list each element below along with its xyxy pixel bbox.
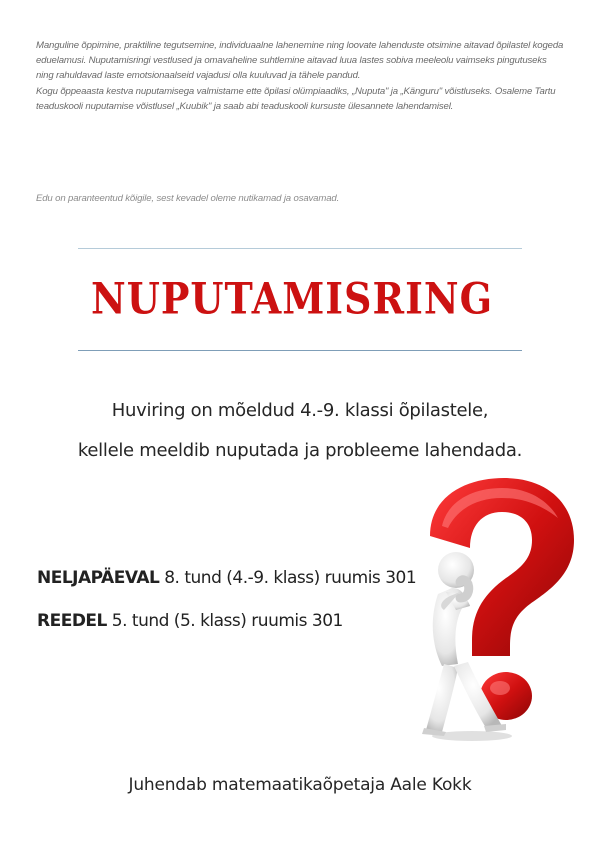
- schedule-day: NELJAPÄEVAL: [37, 568, 160, 588]
- top-divider: [78, 248, 522, 249]
- schedule-day: REEDEL: [37, 611, 107, 631]
- description-line-1: Huviring on mõeldud 4.-9. klassi õpilastele,: [111, 400, 489, 421]
- page-title: NUPUTAMISRING: [90, 273, 494, 324]
- instructor-line: Juhendab matemaatikaõpetaja Aale Kokk: [128, 775, 472, 795]
- schedule-details: 5. tund (5. klass) ruumis 301: [106, 611, 343, 631]
- question-mark-thinking-figure: [408, 474, 578, 744]
- schedule-details: 8. tund (4.-9. klass) ruumis 301: [159, 568, 417, 588]
- outro-text: Edu on paranteentud kõigile, sest kevadel oleme nutikamad ja osavamad.: [36, 193, 340, 204]
- intro-paragraph-2: Kogu õppeaasta kestva nuputamisega valmistame ette õpilasi olümpiaadiks, „Nuputa" ja „Känguru" võistluseks. Osaleme Tartu teaduskooli nuputamise võistlusel „Kuubik" ja saab abi teaduskooli kursuste ülesannete lahendamisel.: [36, 85, 556, 112]
- schedule-friday: [37, 611, 343, 631]
- description-line-2: kellele meeldib nuputada ja probleeme lahendada.: [77, 440, 523, 461]
- intro-paragraph-1: Manguline õppimine, praktiline tegutsemine, individuaalne lahenemine ning loovate lahenduste otsimine aitavad õpilastel kogeda eduelamusi. Nuputamisringi vestlused ja omavaheline suhtlemine aitavad luua lastes sobiva meeleolu vaimseks pingutuseks ning rahuldavad laste emotsionaalseid vajadusi olla kuuluvad ja tähele pandud.: [36, 40, 564, 82]
- bottom-divider: [78, 350, 522, 351]
- intro-text: [36, 38, 564, 114]
- schedule-thursday: [37, 568, 416, 588]
